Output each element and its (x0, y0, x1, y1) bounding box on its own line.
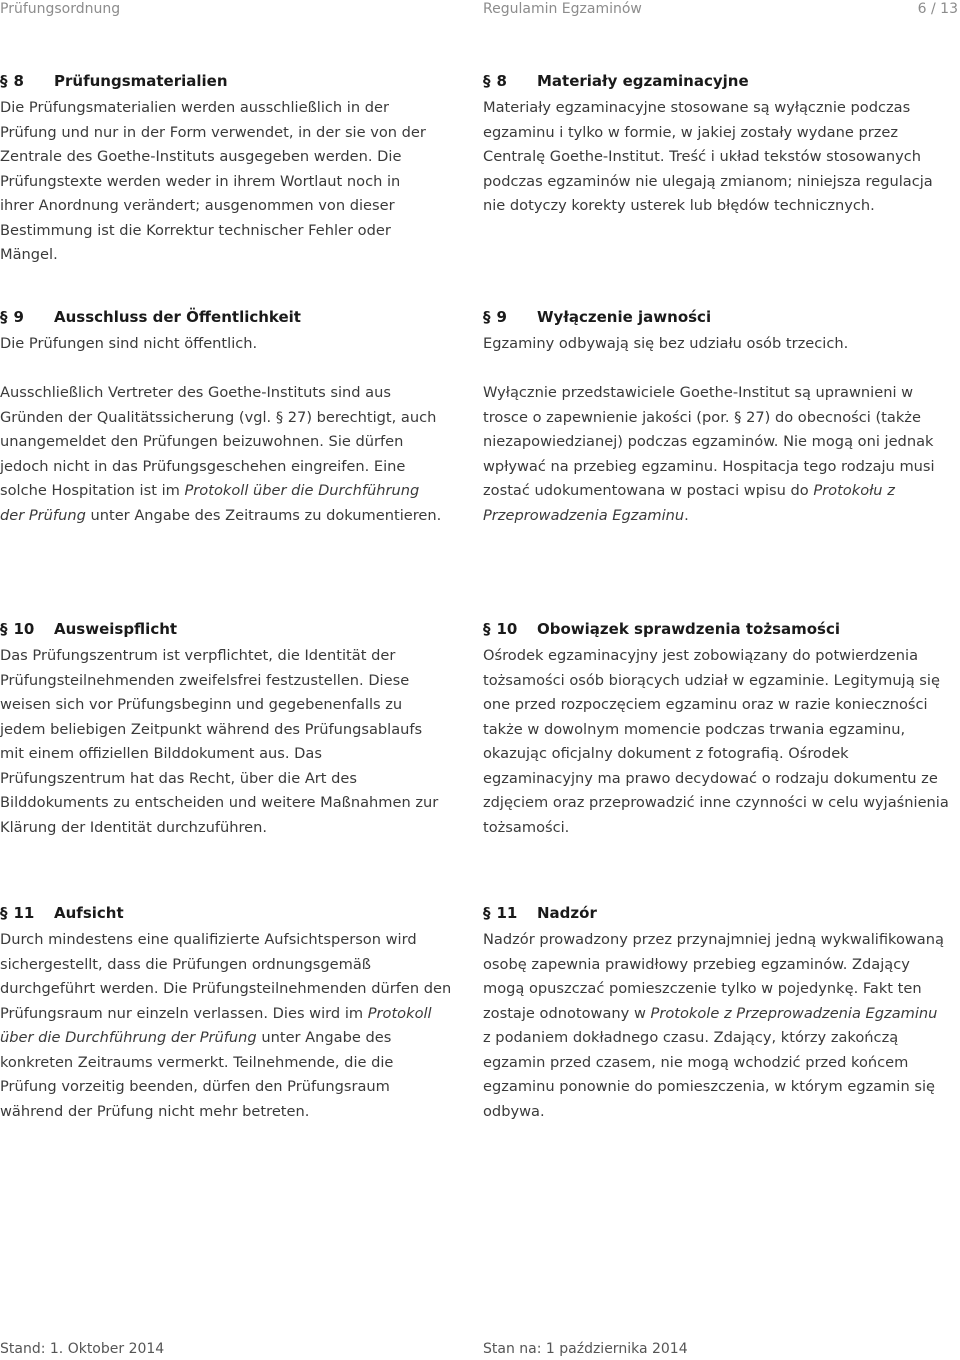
section-symbol: § (483, 72, 491, 90)
section-heading (0, 620, 440, 644)
protocol-reference: Protokole z Przeprowadzenia Egzaminu (650, 1004, 938, 1022)
section-paragraph: Materiały egzaminacyjne stosowane są wyłącznie podczas egzaminu i tylko w formie, w jakiej zostały wydane przez Centralę Goethe-Institut. Treść i układ tekstów stosowanych podczas egzaminów nie ulegają zmianom; niniejsza regulacja nie dotyczy korekty usterek lub błędów technicznych. (483, 99, 933, 214)
section-10-pl (483, 620, 955, 840)
section-symbol: § (0, 308, 8, 326)
section-title: Prüfungsmaterialien (54, 72, 228, 90)
page-footer (0, 1340, 960, 1360)
header-document-title-pl: Regulamin Egzaminów (483, 1, 642, 17)
section-paragraph: Die Prüfungen sind nicht öffentlich. (0, 335, 258, 352)
section-9-pl (483, 308, 943, 528)
section-symbol: § (483, 620, 491, 638)
section-number: 8 (496, 72, 507, 90)
footer-date-pl: Stan na: 1 października 2014 (483, 1341, 688, 1357)
section-paragraph: Ośrodek egzaminacyjny jest zobowiązany do potwierdzenia tożsamości osób biorących udział w egzaminie. Legitymują się one przed rozpoczęciem egzaminu oraz w razie konieczności także w dowolnym momencie podczas trwania egzaminu, okazując oficjalny dokument z fotografią. Ośrodek egzaminacyjny ma prawo decydować o rodzaju dokumentu ze zdjęciem oraz przeprowadzić inne czynności w celu wyjaśnienia tożsamości. (483, 647, 949, 836)
section-number: 9 (496, 308, 507, 326)
section-paragraph: Wyłącznie przedstawiciele Goethe-Institut są uprawnieni w trosce o zapewnienie jakości (por. § 27) do obecności (także niezapowiedzianej) podczas egzaminów. Nie mogą oni jednak wpływać na przebieg egzaminu. Hospitacja tego rodzaju musi zostać udokumentowana w postaci wpisu do Protokołu z Przeprowadzenia Egzaminu. (483, 384, 935, 524)
section-title: Aufsicht (54, 904, 124, 922)
protocol-reference: Protokoll über die Durchführung der Prüfung (0, 1004, 432, 1046)
section-paragraph: Die Prüfungsmaterialien werden ausschließlich in der Prüfung und nur in der Form verwendet, in der sie von der Zentrale des Goethe-Instituts ausgegeben werden. Die Prüfungstexte werden weder in ihrem Wortlaut noch in ihrer Anordnung verändert; ausgenommen von dieser Bestimmung ist die Korrektur technischer Fehler oder Mängel. (0, 99, 426, 263)
section-paragraph: Ausschließlich Vertreter des Goethe-Instituts sind aus Gründen der Qualitätssicherung (vgl. § 27) berechtigt, auch unangemeldet den Prüfungen beizuwohnen. Sie dürfen jedoch nicht in das Prüfungsgeschehen eingreifen. Eine solche Hospitation ist im Protokoll über die Durchführung der Prüfung unter Angabe des Zeitraums zu dokumentieren. (0, 384, 442, 524)
section-symbol: § (483, 904, 491, 922)
section-symbol: § (0, 904, 8, 922)
section-symbol: § (0, 620, 8, 638)
protocol-reference: Protokołu z Przeprowadzenia Egzaminu (483, 482, 895, 524)
section-9-de (0, 308, 448, 528)
section-number: 10 (13, 620, 35, 638)
section-paragraph: Das Prüfungszentrum ist verpflichtet, die Identität der Prüfungsteilnehmenden zweifelsfrei festzustellen. Diese weisen sich vor Prüfungsbeginn und gegebenenfalls zu jedem beliebigen Zeitpunkt während des Prüfungsablaufs mit einem offiziellen Bilddokument aus. Das Prüfungszentrum hat das Recht, über die Art des Bilddokuments zu entscheiden und weitere Maßnahmen zur Klärung der Identität durchzuführen. (0, 647, 439, 836)
section-heading (483, 72, 953, 96)
footer-date-de: Stand: 1. Oktober 2014 (0, 1341, 165, 1357)
section-title: Materiały egzaminacyjne (537, 72, 749, 90)
section-title: Wyłączenie jawności (537, 308, 712, 326)
header-document-title-de: Prüfungsordnung (0, 1, 121, 17)
section-number: 10 (496, 620, 518, 638)
section-heading (0, 904, 452, 928)
protocol-reference: Protokoll über die Durchführung der Prüfung (0, 482, 420, 524)
section-number: 8 (13, 72, 24, 90)
section-heading (0, 308, 448, 332)
section-title: Nadzór (537, 904, 597, 922)
section-symbol: § (0, 72, 8, 90)
section-paragraph: Durch mindestens eine qualifizierte Aufsichtsperson wird sichergestellt, dass die Prüfungen ordnungsgemäß durchgeführt werden. Die Prüfungsteilnehmenden dürfen den Prüfungsraum nur einzeln verlassen. Dies wird im Protokoll über die Durchführung der Prüfung unter Angabe des konkreten Zeitraums vermerkt. Teilnehmende, die die Prüfung vorzeitig beenden, dürfen den Prüfungsraum während der Prüfung nicht mehr betreten. (0, 931, 452, 1120)
section-title: Obowiązek sprawdzenia tożsamości (537, 620, 841, 638)
section-paragraph: Nadzór prowadzony przez przynajmniej jedną wykwalifikowaną osobę zapewnia prawidłowy przebieg egzaminów. Zdający mogą opuszczać pomieszczenie tylko w pojedynkę. Fakt ten zostaje odnotowany w Protokole z Przeprowadzenia Egzaminu z podaniem dokładnego czasu. Zdający, którzy zakończą egzamin przed czasem, nie mogą wchodzić przed końcem egzaminu ponownie do pomieszczenia, w którym egzamin się odbywa. (483, 931, 944, 1120)
section-11-de (0, 904, 452, 1124)
section-heading (0, 72, 432, 96)
section-heading (483, 904, 945, 928)
section-symbol: § (483, 308, 491, 326)
section-number: 9 (13, 308, 24, 326)
section-10-de (0, 620, 440, 840)
section-8-pl (483, 72, 953, 219)
section-number: 11 (496, 904, 518, 922)
section-number: 11 (13, 904, 35, 922)
section-11-pl (483, 904, 945, 1124)
page-header (0, 0, 960, 20)
page-number: 6 / 13 (917, 1, 958, 17)
section-heading (483, 620, 955, 644)
section-heading (483, 308, 943, 332)
section-paragraph: Egzaminy odbywają się bez udziału osób trzecich. (483, 335, 849, 352)
section-title: Ausschluss der Öffentlichkeit (54, 308, 301, 326)
section-8-de (0, 72, 432, 268)
section-title: Ausweispflicht (54, 620, 178, 638)
